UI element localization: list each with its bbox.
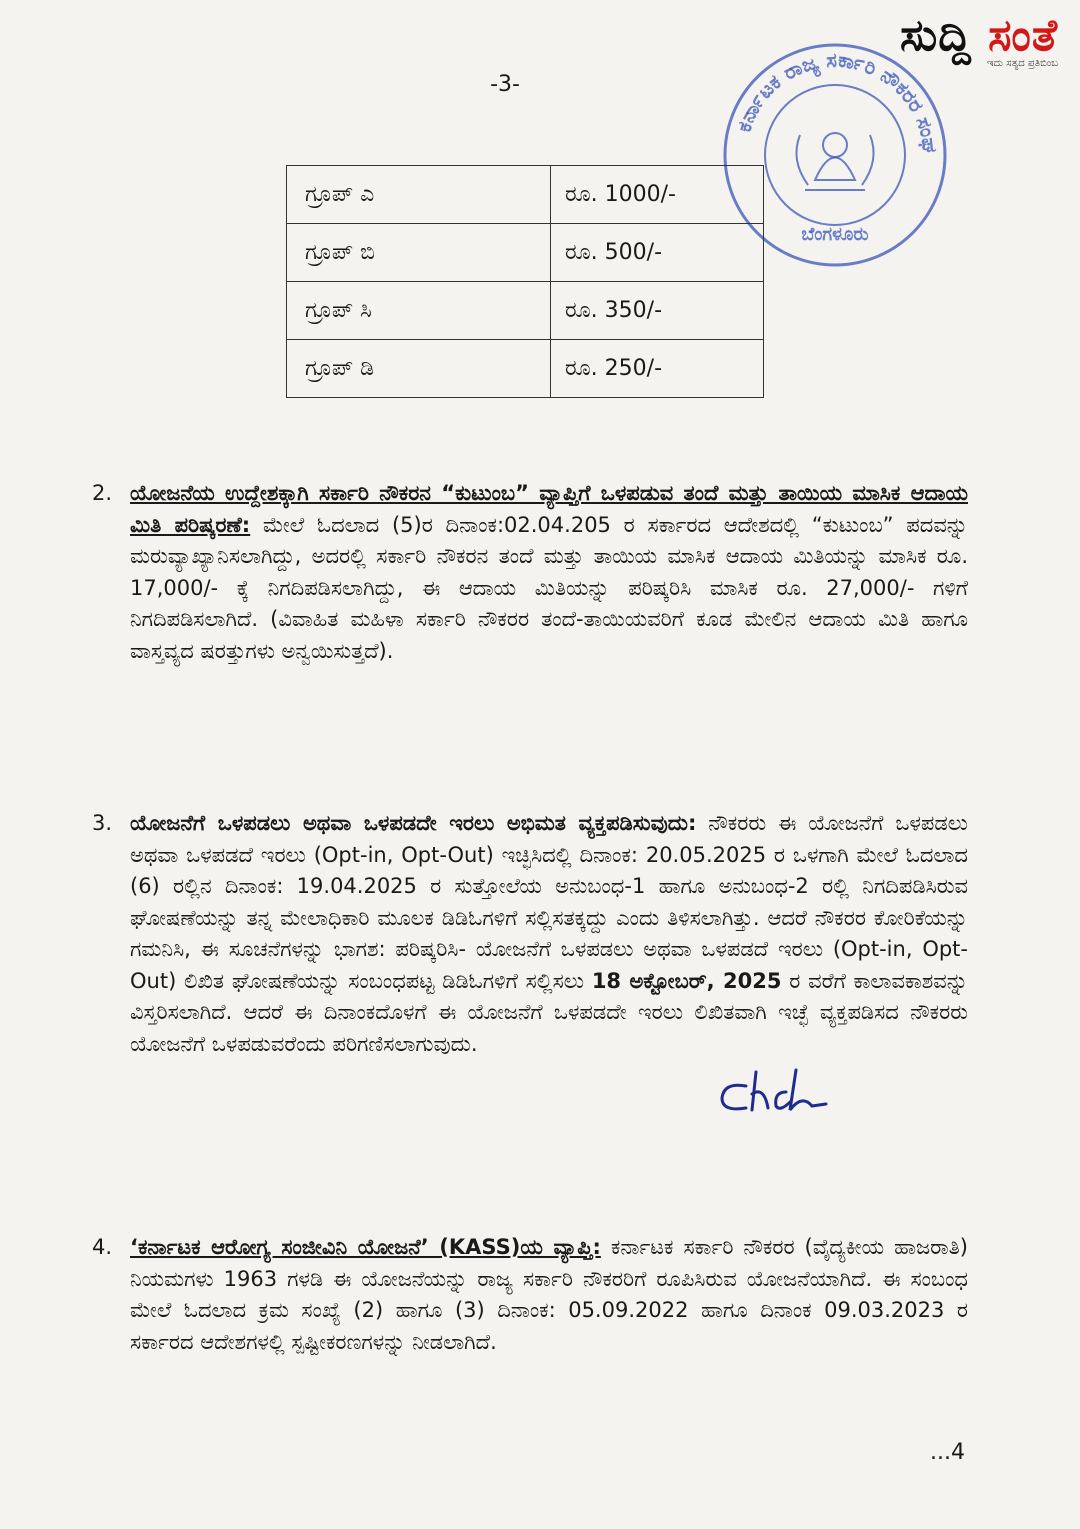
item-body: ಮೇಲೆ ಓದಲಾದ (5)ರ ದಿನಾಂಕ:02.04.205 ರ ಸರ್ಕಾರದ ಆದೇಶದಲ್ಲಿ “ಕುಟುಂಬ” ಪದವನ್ನು ಮರುವ್ಯಾಖ್ಯಾನಿಸಲಾಗಿದ್ದು, ಅದರಲ್ಲಿ ಸರ್ಕಾರಿ ನೌಕರನ ತಂದೆ ಮತ್ತು ತಾಯಿಯ ಮಾಸಿಕ ಆದಾಯ ಮಿತಿಯನ್ನು ಮಾಸಿಕ ರೂ. 17,000/- ಕ್ಕೆ ನಿಗದಿಪಡಿಸಲಾಗಿದ್ದು, ಈ ಆದಾಯ ಮಿತಿಯನ್ನು ಪರಿಷ್ಕರಿಸಿ ಮಾಸಿಕ ರೂ. 27,000/- ಗಳಿಗೆ ನಿಗದಿಪಡಿಸಲಾಗಿದೆ. (ವಿವಾಹಿತ ಮಹಿಳಾ ಸರ್ಕಾರಿ ನೌಕರರ ತಂದೆ-ತಾಯಿಯವರಿಗೆ ಕೂಡ ಮೇಲಿನ ಆದಾಯ ಮಿತಿ ಹಾಗೂ ವಾಸ್ತವ್ಯದ ಷರತ್ತುಗಳು ಅನ್ವಯಿಸುತ್ತದೆ). — [130, 512, 968, 663]
logo-word-2: ಸಂತೆ — [988, 10, 1058, 61]
group-cell: ಗ್ರೂಪ್ ಬಿ — [287, 224, 551, 282]
item-number: 2. — [92, 481, 113, 505]
group-cell: ಗ್ರೂಪ್ ಸಿ — [287, 282, 551, 340]
item-body-cont: ರ ವರೆಗೆ ಕಾಲಾವಕಾಶವನ್ನು ವಿಸ್ತರಿಸಲಾಗಿದೆ. ಆದರೆ ಈ ದಿನಾಂಕದೊಳಗೆ ಈ ಯೋಜನೆಗೆ ಒಳಪಡದೇ ಇರಲು ಲಿಖಿತವಾಗಿ ಇಚ್ಛೆ ವ್ಯಕ್ತಪಡಿಸದ ನೌಕರರು ಯೋಜನೆಗೆ ಒಳಪಡುವರೆಂದು ಪರಿಗಣಿಸಲಾಗುವುದು. — [130, 968, 968, 1056]
paragraph-3 — [92, 808, 968, 1060]
fee-row — [287, 282, 764, 340]
signature — [716, 1064, 846, 1124]
item-body: ಕರ್ನಾಟಕ ಸರ್ಕಾರಿ ನೌಕರರ (ವೈದ್ಯಕೀಯ ಹಾಜರಾತಿ) ನಿಯಮಗಳು 1963 ಗಳಡಿ ಈ ಯೋಜನೆಯನ್ನು ರಾಜ್ಯ ಸರ್ಕಾರಿ ನೌಕರರಿಗೆ ರೂಪಿಸಿರುವ ಯೋಜನೆಯಾಗಿದೆ. ಈ ಸಂಬಂಧ ಮೇಲೆ ಓದಲಾದ ಕ್ರಮ ಸಂಖ್ಯೆ (2) ಹಾಗೂ (3) ದಿನಾಂಕ: 05.09.2022 ಹಾಗೂ ದಿನಾಂಕ 09.03.2023 ರ ಸರ್ಕಾರದ ಆದೇಶಗಳಲ್ಲಿ ಸ್ಪಷ್ಟೀಕರಣಗಳನ್ನು ನೀಡಲಾಗಿದೆ. — [130, 1235, 968, 1354]
item-number: 3. — [92, 811, 113, 835]
logo-word-1: ಸುದ್ದಿ — [899, 10, 972, 61]
next-page-indicator: ...4 — [930, 1440, 965, 1465]
item-heading: ‘ಕರ್ನಾಟಕ ಆರೋಗ್ಯ ಸಂಜೀವಿನಿ ಯೋಜನೆ’ (KASS)ಯ ವ್ಯಾಪ್ತಿ: — [130, 1235, 601, 1259]
stamp-ring-text: ಕರ್ನಾಟಕ ರಾಜ್ಯ ಸರ್ಕಾರಿ ನೌಕರರ ಸಂಘ — [731, 47, 943, 154]
item-heading: ಯೋಜನೆಗೆ ಒಳಪಡಲು ಅಥವಾ ಒಳಪಡದೇ ಇರಲು ಅಭಿಮತ ವ್ಯಕ್ತಪಡಿಸುವುದು: — [130, 811, 697, 835]
logo-tagline: ಇದು ಸತ್ಯದ ಪ್ರತಿಬಿಂಬ — [986, 58, 1058, 69]
group-cell: ಗ್ರೂಪ್ ಡಿ — [287, 340, 551, 398]
deadline-date: 18 ಅಕ್ಟೋಬರ್, 2025 — [591, 968, 782, 993]
paragraph-4 — [92, 1232, 968, 1358]
amount-cell: ರೂ. 250/- — [551, 340, 764, 398]
fee-table — [286, 165, 764, 398]
item-body: ನೌಕರರು ಈ ಯೋಜನೆಗೆ ಒಳಪಡಲು ಅಥವಾ ಒಳಪಡದೆ ಇರಲು (Opt-in, Opt-Out) ಇಚ್ಛಿಸಿದಲ್ಲಿ ದಿನಾಂಕ: 20.05.2025 ರ ಒಳಗಾಗಿ ಮೇಲೆ ಓದಲಾದ (6) ರಲ್ಲಿನ ದಿನಾಂಕ: 19.04.2025 ರ ಸುತ್ತೋಲೆಯ ಅನುಬಂಧ-1 ಹಾಗೂ ಅನುಬಂಧ-2 ರಲ್ಲಿ ನಿಗದಿಪಡಿಸಿರುವ ಘೋಷಣೆಯನ್ನು ತನ್ನ ಮೇಲಾಧಿಕಾರಿ ಮೂಲಕ ಡಿಡಿಓಗಳಿಗೆ ಸಲ್ಲಿಸತಕ್ಕದ್ದು ಎಂದು ತಿಳಿಸಲಾಗಿತ್ತು. ಆದರೆ ನೌಕರರ ಕೋರಿಕೆಯನ್ನು ಗಮನಿಸಿ, ಈ ಸೂಚನೆಗಳನ್ನು ಭಾಗಶ: ಪರಿಷ್ಕರಿಸಿ- ಯೋಜನೆಗೆ ಒಳಪಡಲು ಅಥವಾ ಒಳಪಡದೆ ಇರಲು (Opt-in, Opt-Out) ಲಿಖಿತ ಘೋಷಣೆಯನ್ನು ಸಂಬಂಧಪಟ್ಟ ಡಿಡಿಓಗಳಿಗೆ ಸಲ್ಲಿಸಲು — [130, 811, 968, 993]
amount-cell: ರೂ. 350/- — [551, 282, 764, 340]
item-heading: ಯೋಜನೆಯ ಉದ್ದೇಶಕ್ಕಾಗಿ ಸರ್ಕಾರಿ ನೌಕರನ “ಕುಟುಂಬ” ವ್ಯಾಪ್ತಿಗೆ ಒಳಪಡುವ ತಂದೆ ಮತ್ತು ತಾಯಿಯ ಮಾಸಿಕ ಆದಾಯ ಮಿತಿ ಪರಿಷ್ಕರಣೆ: — [130, 481, 968, 537]
page-number: -3- — [490, 72, 520, 97]
group-cell: ಗ್ರೂಪ್ ಎ — [287, 166, 551, 224]
fee-row — [287, 340, 764, 398]
item-number: 4. — [92, 1235, 113, 1259]
stamp-city-text: ಬೆಂಗಳೂರು — [801, 224, 869, 245]
paragraph-2 — [92, 478, 968, 667]
amount-cell: ರೂ. 500/- — [551, 224, 764, 282]
amount-cell: ರೂ. 1000/- — [551, 166, 764, 224]
fee-row — [287, 224, 764, 282]
fee-row — [287, 166, 764, 224]
